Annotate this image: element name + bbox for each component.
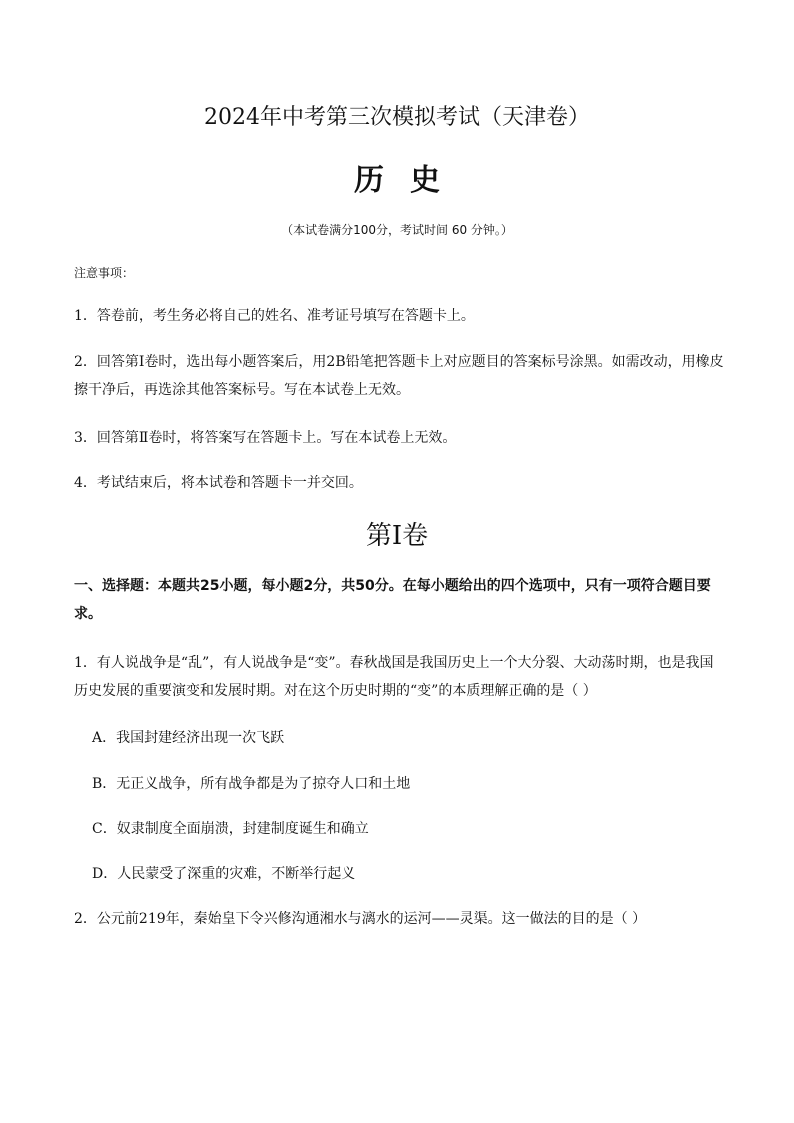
section-heading: 一、选择题：本题共25小题，每小题2分，共50分。在每小题给出的四个选项中，只有一项符合题目要求。 [74,578,711,622]
subject-title: 历史 [354,163,466,198]
exam-title: 2024年中考第三次模拟考试（天津卷） [204,105,590,130]
instruction-item-3: 3．回答第Ⅱ卷时，将答案写在答题卡上。写在本试卷上无效。 [74,430,457,446]
instruction-item-1: 1．答卷前，考生务必将自己的姓名、准考证号填写在答题卡上。 [74,308,475,324]
question-1-stem: 1．有人说战争是“乱”，有人说战争是“变”。春秋战国是我国历史上一个大分裂、大动荡时期，也是我国历史发展的重要演变和发展时期。对在这个历史时期的“变”的本质理解正确的是（ ） [74,655,714,699]
question-1-option-d: D．人民蒙受了深重的灾难，不断举行起义 [92,866,356,882]
exam-note: （本试卷满分100分，考试时间 60 分钟。） [281,223,513,237]
question-1-option-a: A．我国封建经济出现一次飞跃 [92,730,285,746]
part1-title: 第Ⅰ卷 [365,521,429,551]
instruction-item-2: 2．回答第Ⅰ卷时，选出每小题答案后，用2B铅笔把答题卡上对应题目的答案标号涂黑。如需改动，用橡皮擦干净后，再选涂其他答案标号。写在本试卷上无效。 [74,354,724,398]
instruction-item-4: 4．考试结束后，将本试卷和答题卡一并交回。 [74,475,363,491]
question-2-stem: 2．公元前219年，秦始皇下令兴修沟通湘水与漓水的运河——灵渠。这一做法的目的是（ ） [74,911,647,927]
instructions-label: 注意事项： [74,266,135,280]
question-1-option-b: B．无正义战争，所有战争都是为了掠夺人口和土地 [92,776,411,792]
question-1-option-c: C．奴隶制度全面崩溃，封建制度诞生和确立 [92,821,369,837]
